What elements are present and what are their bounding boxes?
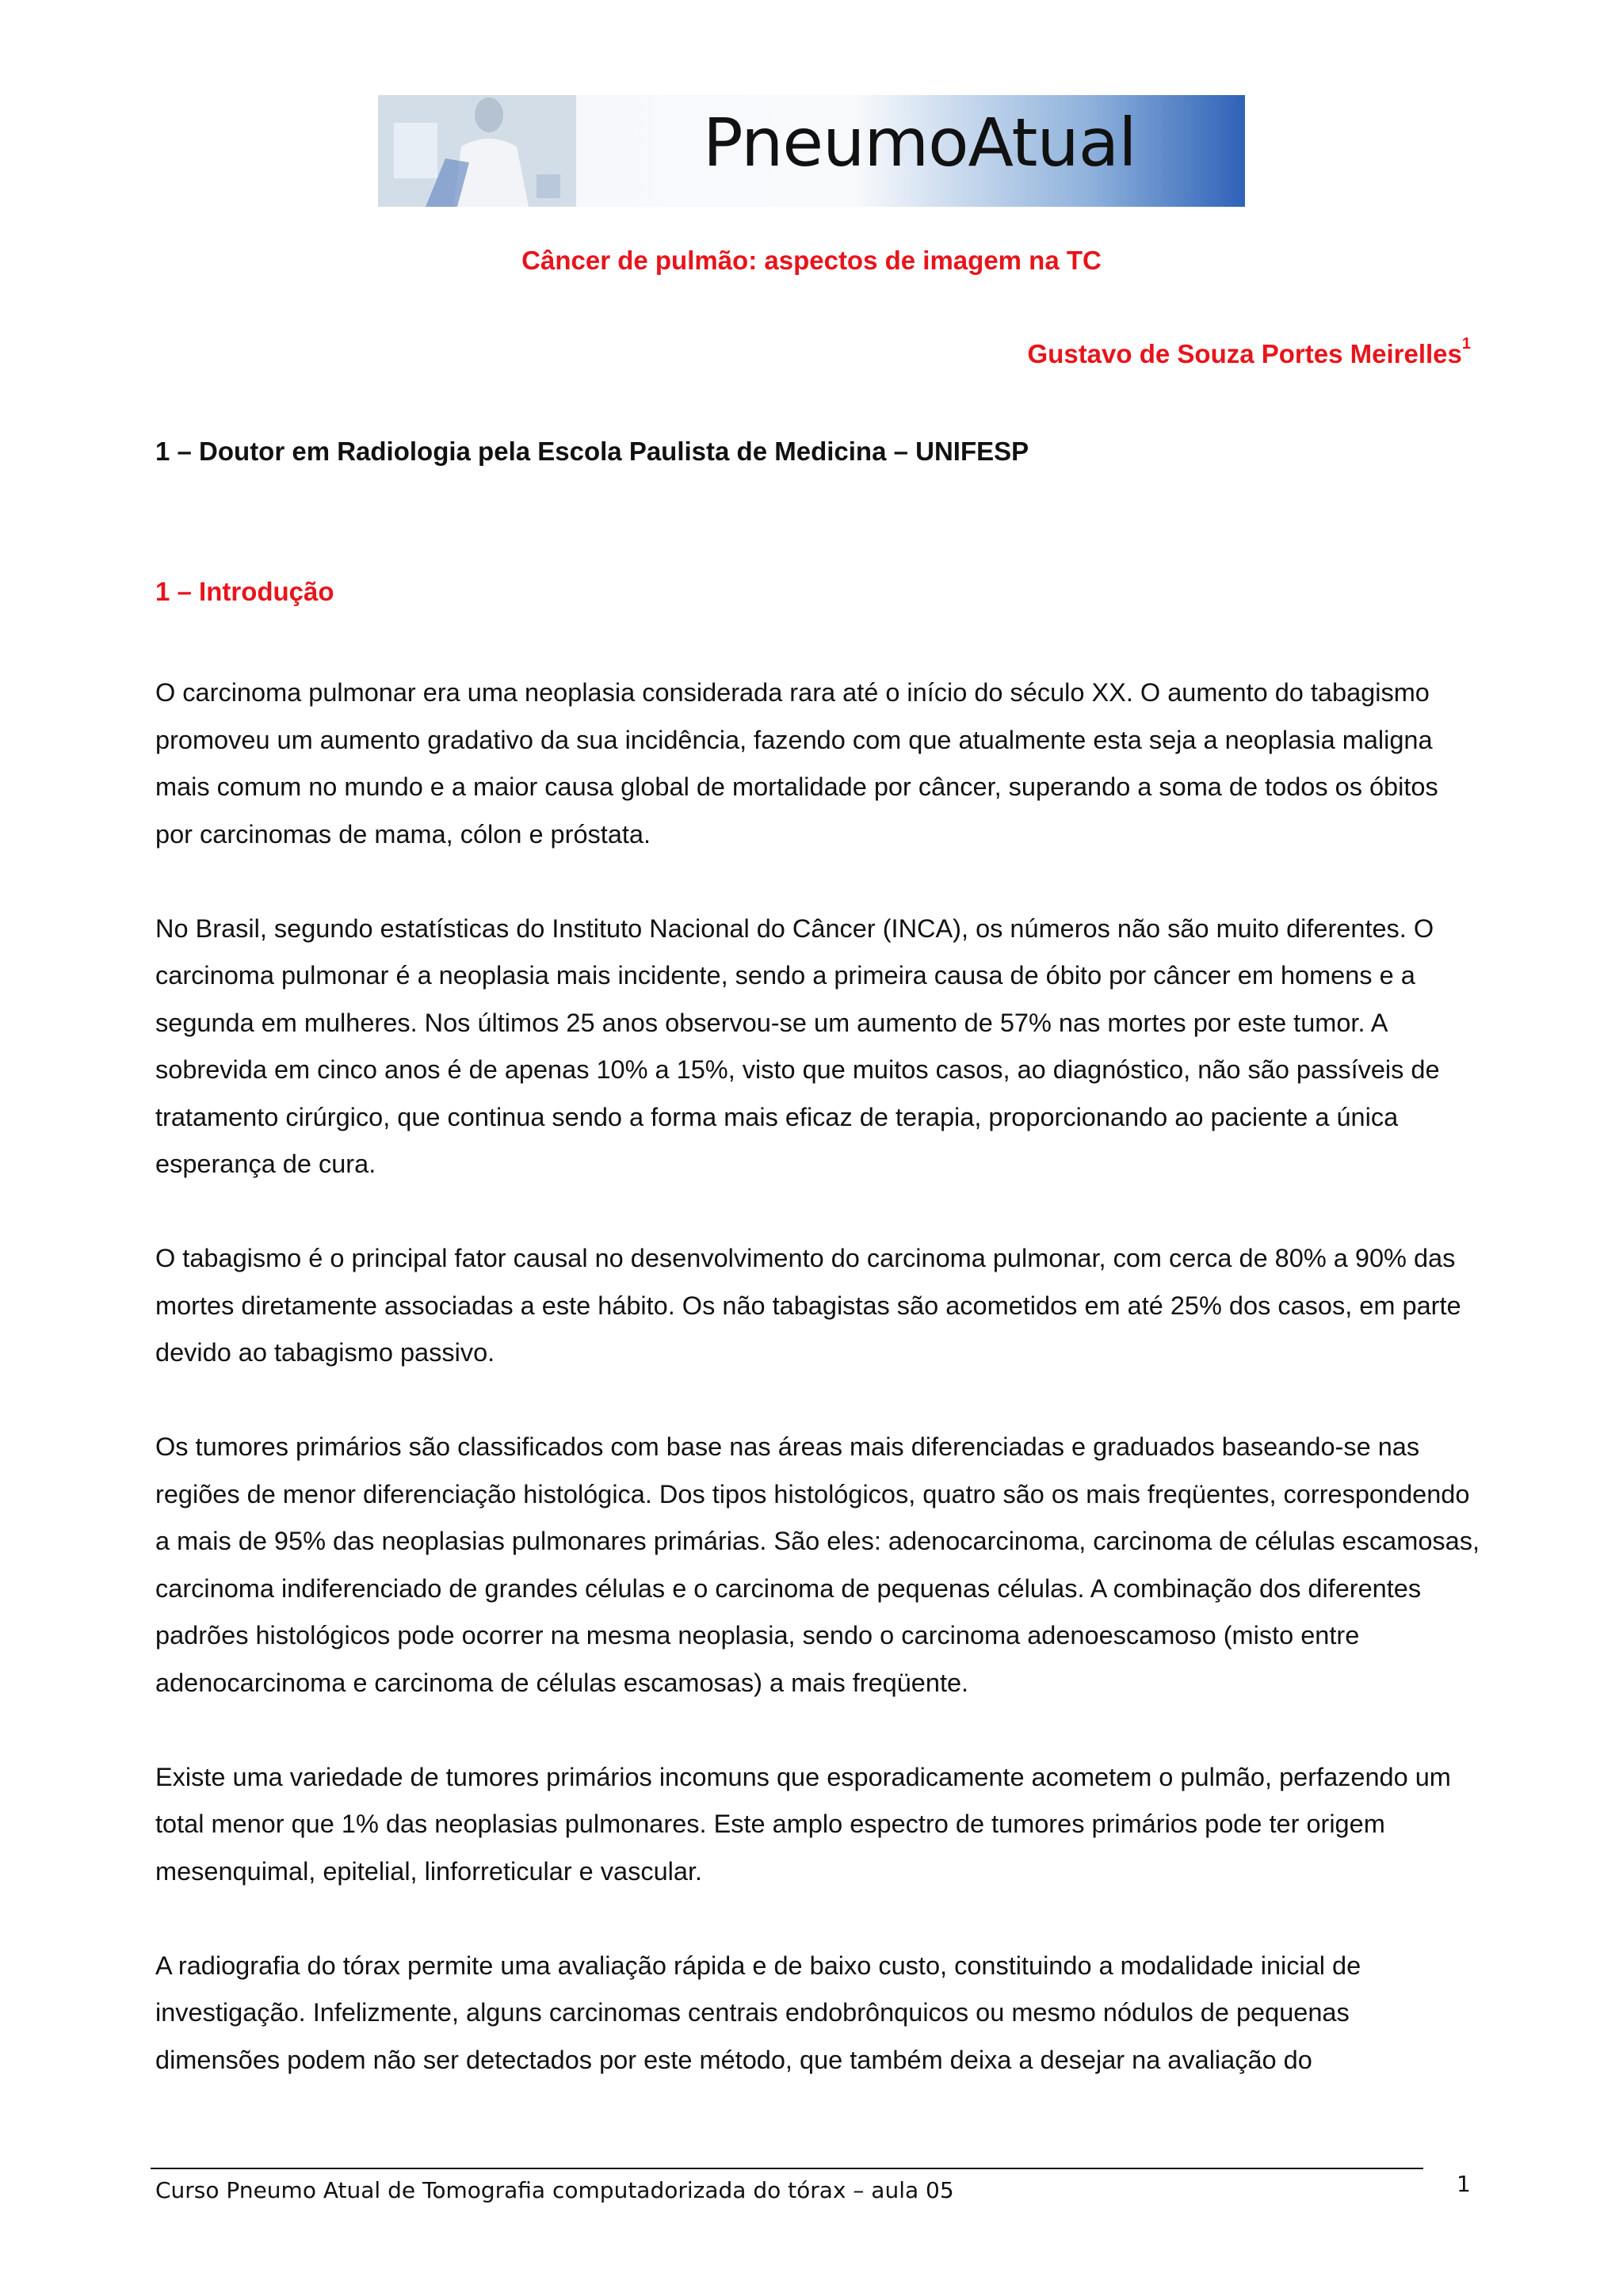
document-title: Câncer de pulmão: aspectos de imagem na TC bbox=[521, 246, 1102, 275]
author-line bbox=[1027, 335, 1471, 369]
paragraph: O carcinoma pulmonar era uma neoplasia considerada rara até o início do século XX. O aumento do tabagismo promoveu um aumento gradativo da sua incidência, fazendo com que atualmente esta seja a neoplasia maligna mais comum no mundo e a maior causa global de mortalidade por câncer, superando a soma de todos os óbitos por carcinomas de mama, cólon e próstata. bbox=[155, 678, 1438, 849]
author-superscript: 1 bbox=[1461, 335, 1471, 353]
logo-text: PneumoAtual bbox=[703, 104, 1136, 181]
footer-text: Curso Pneumo Atual de Tomografia computadorizada do tórax – aula 05 bbox=[155, 2177, 954, 2203]
paragraph: A radiografia do tórax permite uma avaliação rápida e de baixo custo, constituindo a modalidade inicial de investigação. Infelizmente, alguns carcinomas centrais endobrônquicos ou mesmo nódulos de pequenas dimensões podem não ser detectados por este método, que também deixa a desejar na avaliação do bbox=[155, 1951, 1361, 2074]
body-text bbox=[155, 669, 1480, 2131]
doctor-photo-icon bbox=[378, 95, 576, 207]
paragraph: Os tumores primários são classificados com base nas áreas mais diferenciadas e graduados baseando-se nas regiões de menor diferenciação histológica. Dos tipos histológicos, quatro são os mais freqüentes, correspondendo a mais de 95% das neoplasias pulmonares primárias. São eles: adenocarcinoma, carcinoma de células escamosas, carcinoma indiferenciado de grandes células e o carcinoma de pequenas células. A combinação dos diferentes padrões histológicos pode ocorrer na mesma neoplasia, sendo o carcinoma adenoescamoso (misto entre adenocarcinoma e carcinoma de células escamosas) a mais freqüente. bbox=[155, 1432, 1480, 1697]
header-banner bbox=[378, 95, 1245, 207]
author-name: Gustavo de Souza Portes Meirelles bbox=[1027, 339, 1462, 368]
paragraph: O tabagismo é o principal fator causal no desenvolvimento do carcinoma pulmonar, com cerca de 80% a 90% das mortes diretamente associadas a este hábito. Os não tabagistas são acometidos em até 25% dos casos, em parte devido ao tabagismo passivo. bbox=[155, 1244, 1461, 1367]
paragraph: No Brasil, segundo estatísticas do Instituto Nacional do Câncer (INCA), os números não são muito diferentes. O carcinoma pulmonar é a neoplasia mais incidente, sendo a primeira causa de óbito por câncer em homens e a segunda em mulheres. Nos últimos 25 anos observou-se um aumento de 57% nas mortes por este tumor. A sobrevida em cinco anos é de apenas 10% a 15%, visto que muitos casos, ao diagnóstico, não são passíveis de tratamento cirúrgico, que continua sendo a forma mais eficaz de terapia, proporcionando ao paciente a única esperança de cura. bbox=[155, 913, 1440, 1178]
section-heading: 1 – Introdução bbox=[155, 577, 334, 606]
paragraph: Existe uma variedade de tumores primários incomuns que esporadicamente acometem o pulmão, perfazendo um total menor que 1% das neoplasias pulmonares. Este amplo espectro de tumores primários pode ter origem mesenquimal, epitelial, linforreticular e vascular. bbox=[155, 1762, 1451, 1886]
footer-divider bbox=[151, 2168, 1423, 2169]
page-number: 1 bbox=[1457, 2171, 1471, 2197]
affiliation: 1 – Doutor em Radiologia pela Escola Paulista de Medicina – UNIFESP bbox=[155, 437, 1029, 466]
